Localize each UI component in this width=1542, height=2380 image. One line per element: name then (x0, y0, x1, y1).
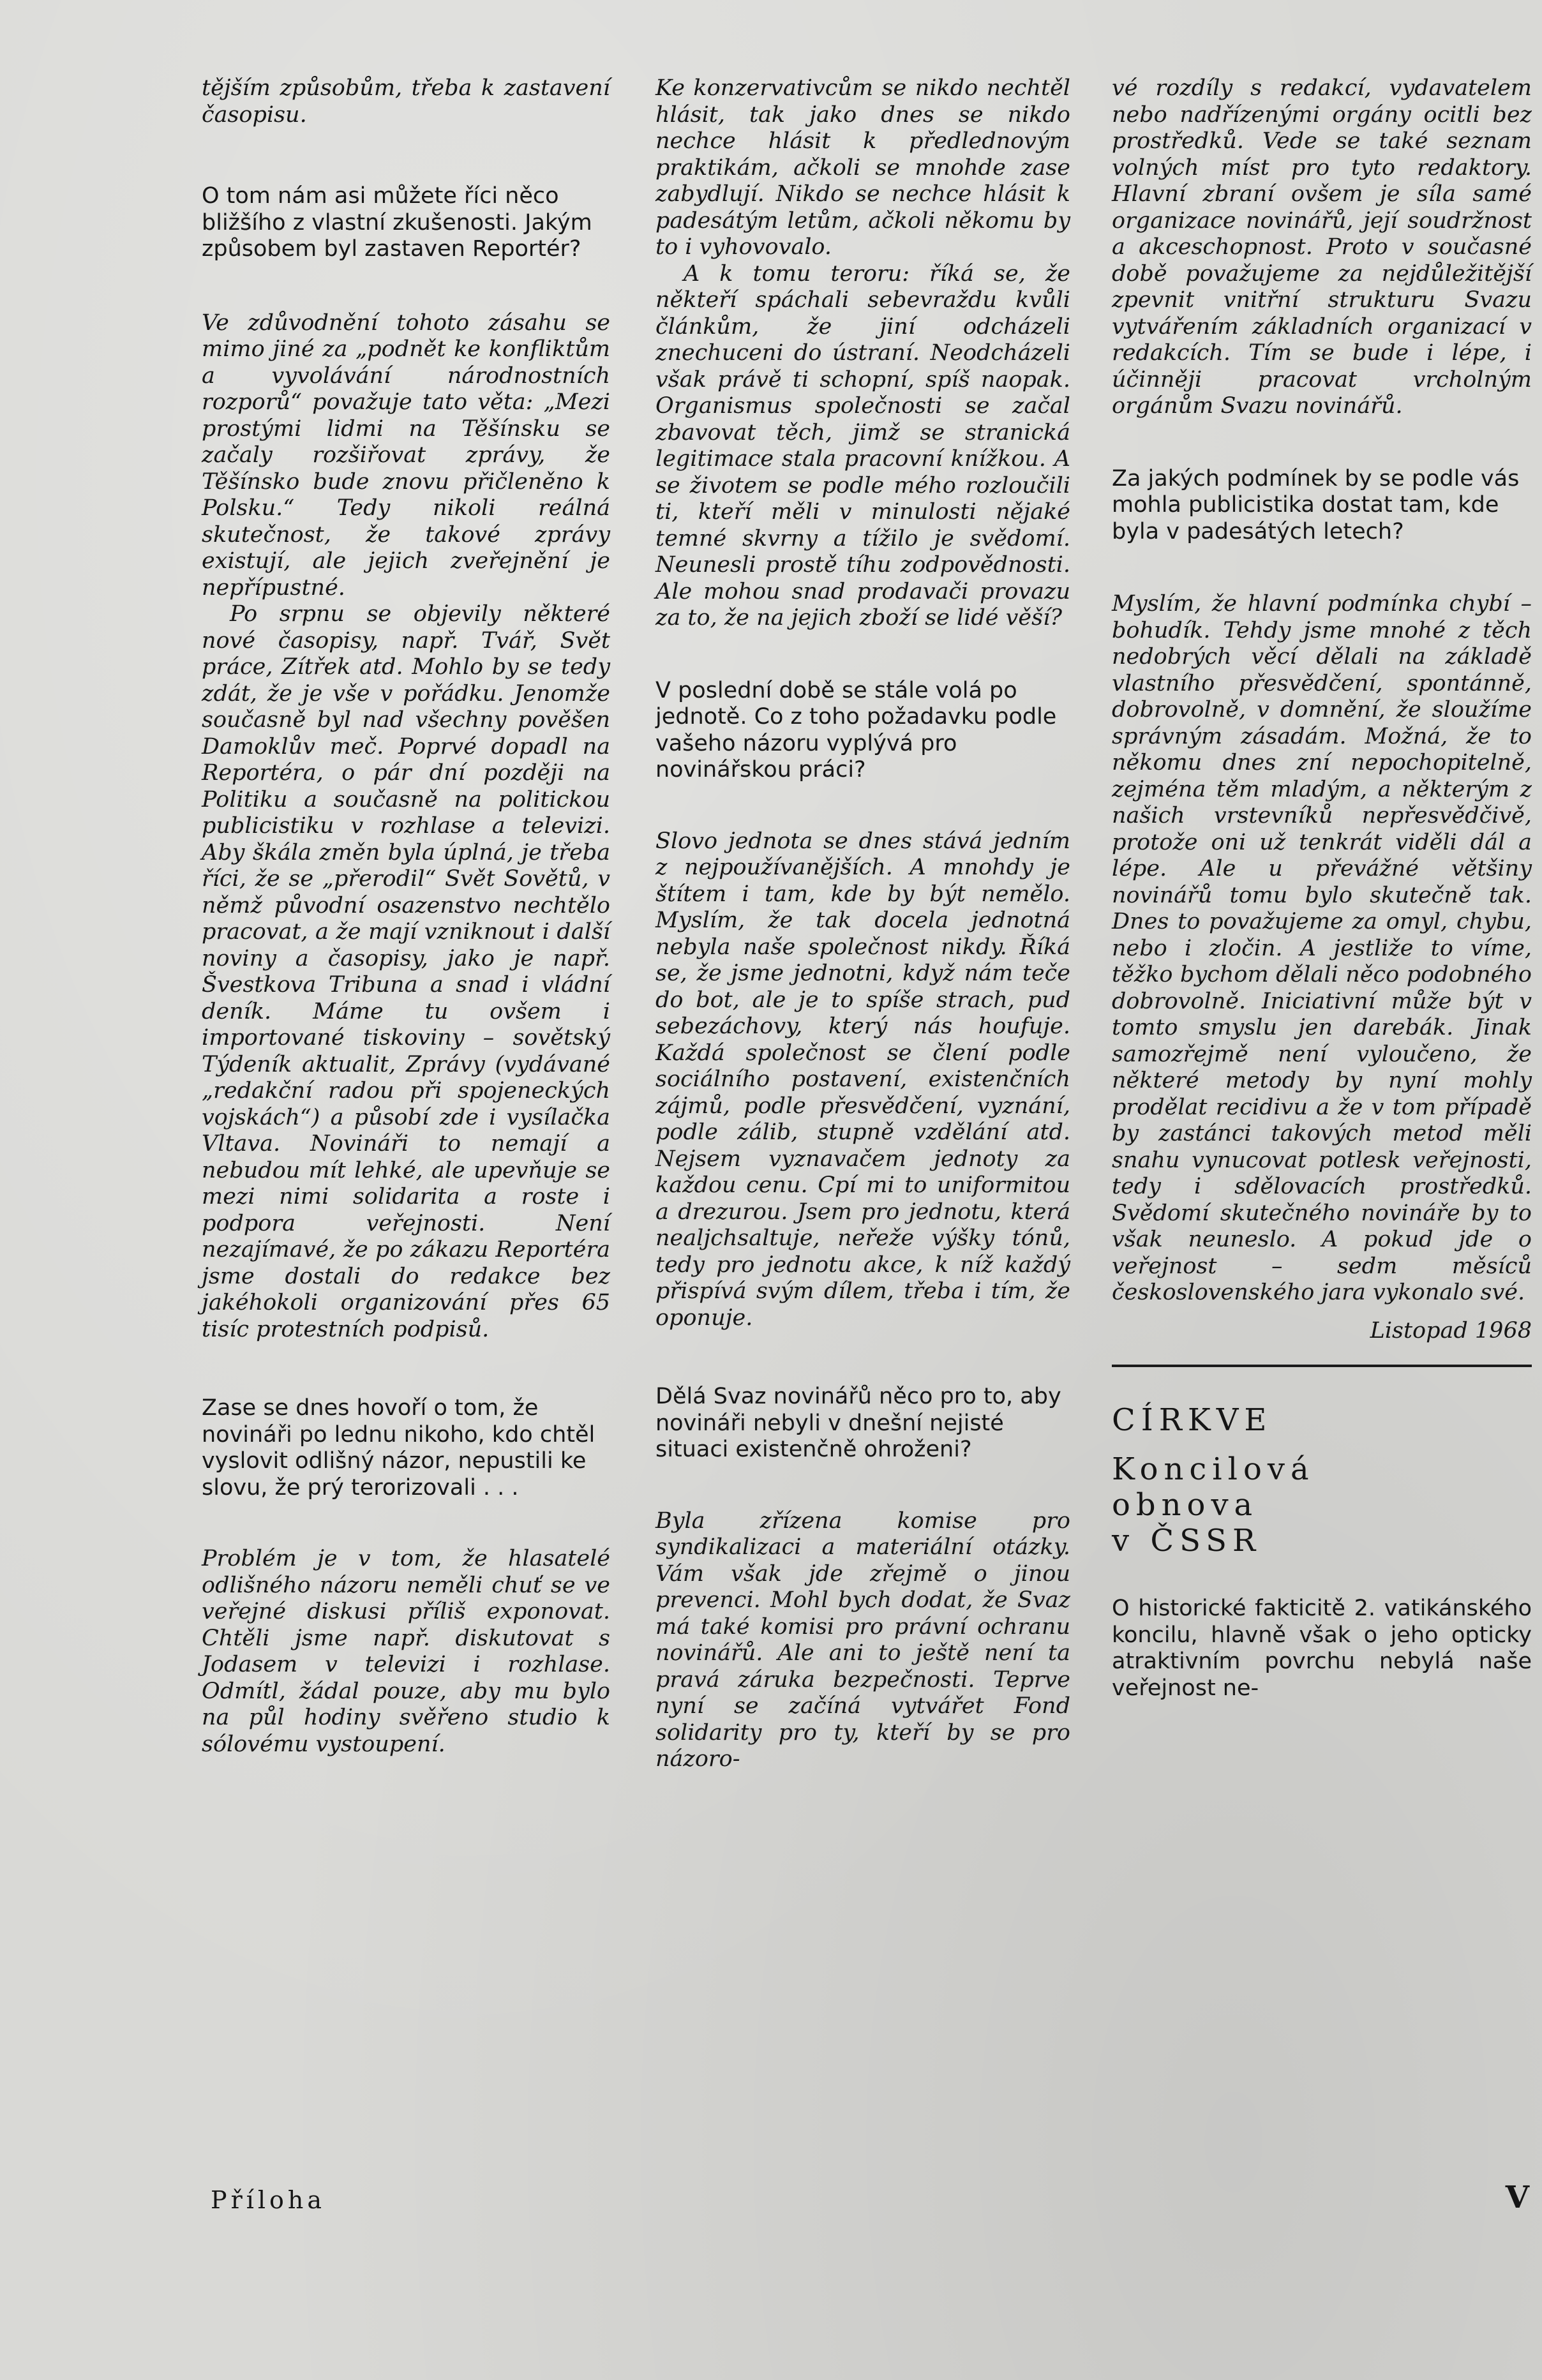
answer-paragraph: Problém je v tom, že hlasatelé odlišného názoru neměli chuť se ve veřejné diskusi příliš exponovat. Chtěli jsme např. diskutovat s Jodasem v televizi i rozhlase. Odmítl, žádal pouze, aby mu bylo na půl hodiny svěřeno studio k sólovému vystoupení. (202, 1546, 610, 1757)
column-2 (655, 75, 1070, 1820)
answer-paragraph: Myslím, že hlavní podmínka chybí – bohudík. Tehdy jsme mnohé z těch nedobrých věcí dělali na základě vlastního přesvědčení, spontánně, dobrovolně, v domnění, že sloužíme správným zásadám. Možná, že to někomu dnes zní nepochopitelně, zejména těm mladým, a některým z našich vrstevníků nepřesvědčivě, protože oni už tenkrát viděli dál a lépe. Ale u převážné většiny novinářů tomu bylo skutečně tak. Dnes to považujeme za omyl, chybu, nebo i zločin. A jestliže to víme, těžko bychom dělali něco podobného dobrovolně. Iniciativní může být v tomto smyslu jen darebák. Jinak samozřejmě není vyloučeno, že některé metody by nyní mohly prodělat recidivu a že v tom případě by zastánci takových metod měli snahu vynucovat potlesk veřejnosti, tedy i sdělovacích prostředků. Svědomí skutečného novináře by to však neuneslo. A pokud jde o veřejnost – sedm měsíců československého jara vykonalo své. (1112, 591, 1532, 1305)
answer-paragraph: A k tomu teroru: říká se, že někteří spáchali sebevraždu kvůli článkům, že jiní odcházeli znechuceni do ústraní. Neodcházeli však právě ti schopní, spíš naopak. Organismus společnosti se začal zbavovat těch, jimž se stranická legitimace stala pracovní knížkou. A se životem se podle mého rozloučili ti, kteří měli v minulosti nějaké temné skvrny a tížilo je svědomí. Neunesli prostě tíhu zodpovědnosti. Ale mohou snad prodavači provazu za to, že na jejich zboží se lidé věší? (655, 260, 1070, 631)
section-label: CÍRKVE (1112, 1402, 1273, 1438)
interview-question: V poslední době se stále volá po jednotě. Co z toho požadavku podle vašeho názoru vyplývá pro novinářskou práci? (655, 677, 1057, 782)
answer-paragraph: Ve zdůvodnění tohoto zásahu se mimo jiné za „podnět ke konfliktům a vyvolávání národnostních rozporů“ považuje tato věta: „Mezi prostými lidmi na Těšínsku se začaly rozšiřovat zprávy, že Těšínsko bude znovu přičleněno k Polsku.“ Tedy nikoli reálná skutečnost, že takové zprávy existují, ale jejich zveřejnění je nepřípustné. (202, 310, 610, 601)
column-1 (202, 75, 610, 1805)
interview-question: Zase se dnes hovoří o tom, že novináři po lednu nikoho, kdo chtěl vyslovit odlišný názor, nepustili ke slovu, že prý terorizovali . . . (202, 1395, 595, 1501)
answer-continuation (202, 75, 610, 128)
answer-paragraph: Po srpnu se objevily některé nové časopisy, např. Tvář, Svět práce, Zítřek atd. Mohlo by se tedy zdát, že je vše v pořádku. Jenomže současně byl nad všechny pověšen Damoklův meč. Poprvé dopadl na Reportéra, o pár dní později na Politiku a současně na politickou publicistiku v rozhlase a televizi. Aby škála změn byla úplná, je třeba říci, že se „přerodil“ Svět Sovětů, v němž původní osazenstvo nechtělo pracovat, a že mají vzniknout i další noviny a časopisy, jako je např. Švestkova Tribuna a snad i vládní deník. Máme tu ovšem i importované tiskoviny – sovětský Týdeník aktualit, Zprávy (vydávané „redakční radou při spojeneckých vojskách“) a působí zde i vysílačka Vltava. Novináři to nemají a nebudou mít lehké, ale upevňuje se mezi nimi solidarita a roste i podpora veřejnosti. Není nezajímavé, že po zákazu Reportéra jsme dostali do redakce bez jakéhokoli organizování přes 65 tisíc protestních podpisů. (202, 601, 610, 1342)
interview-question: Za jakých podmínek by se podle vás mohla publicistika dostat tam, kde byla v padesátých letech? (1112, 465, 1520, 544)
interview-answer (202, 1546, 610, 1758)
headline-line: Koncilová (1112, 1451, 1315, 1487)
interview-question: Dělá Svaz novinářů něco pro to, aby novináři nebyli v dnešní nejisté situaci existenčně ohroženi? (655, 1384, 1061, 1462)
answer-paragraph: Slovo jednota se dnes stává jedním z nejpoužívanějších. A mnohdy je štítem i tam, kde by být nemělo. Myslím, že tak docela jednotná nebyla naše společnost nikdy. Říká se, že jsme jednotni, když nám teče do bot, ale je to spíše strach, pud sebezáchovy, který nás houfuje. Každá společnost se člení podle sociálního postavení, existenčních zájmů, podle přesvědčení, vyznání, podle zálib, stupně vzdělání atd. Nejsem vyznavačem jednoty za každou cenu. Cpí mi to uniformitou a drezurou. Jsem pro jednotu, která nealjchsaltuje, neřeže výšky tónů, tedy pro jednotu akce, k níž každý přispívá svým dílem, třeba i tím, že oponuje. (655, 828, 1070, 1331)
interview-answer (1112, 591, 1532, 1306)
answer-paragraph: Byla zřízena komise pro syndikalizaci a materiální otázky. Vám však jde zřejmě o jinou prevenci. Mohl bych dodat, že Svaz má také komisi pro právní ochranu novinářů. Ale ani to ještě není ta pravá záruka bezpečnosti. Teprve nyní se začíná vytvářet Fond solidarity pro ty, kteří by se pro názoro- (655, 1508, 1070, 1772)
interview-answer (202, 310, 610, 1343)
interview-question: O tom nám asi můžete říci něco bližšího z vlastní zkušenosti. Jakým způsobem byl zastaven Reportér? (202, 183, 592, 262)
article-date: Listopad 1968 (1370, 1317, 1532, 1343)
headline-line: obnova (1112, 1487, 1259, 1523)
interview-answer (655, 828, 1070, 1332)
article-intro: O historické fakticitě 2. vatikánského koncilu, hlavně však o jeho opticky atraktivním povrchu nebylá naše veřejnost ne- (1112, 1596, 1532, 1701)
answer-paragraph: Ke konzervativcům se nikdo nechtěl hlásit, tak jako dnes se nikdo nechce hlásit k předlednovým praktikám, ačkoli se mnohde zase zabydlují. Nikdo se nechce hlásit k padesátým letům, ačkoli někomu by to i vyhovovalo. (655, 75, 1070, 260)
page-number: V (1505, 2180, 1529, 2215)
section-divider (1112, 1365, 1532, 1367)
interview-answer (1112, 75, 1532, 420)
interview-answer (655, 1508, 1070, 1773)
supplement-label: Příloha (211, 2186, 326, 2214)
article-headline (1112, 1451, 1532, 1559)
headline-line: v ČSSR (1112, 1523, 1262, 1559)
column-3 (1112, 75, 1532, 1702)
interview-answer (655, 75, 1070, 632)
answer-paragraph: vé rozdíly s redakcí, vydavatelem nebo nadřízenými orgány ocitli bez prostředků. Vede se také seznam volných míst pro tyto redaktory. Hlavní zbraní ovšem je síla samé organizace novinářů, její soudržnost a akceschopnost. Proto v současné době považujeme za nejdůležitější zpevnit vnitřní strukturu Svazu vytvářením základních organizací v redakcích. Tím se bude i lépe, i účinněji pracovat vrcholným orgánům Svazu novinářů. (1112, 75, 1532, 419)
answer-paragraph: tějším způsobům, třeba k zastavení časopisu. (202, 75, 610, 128)
